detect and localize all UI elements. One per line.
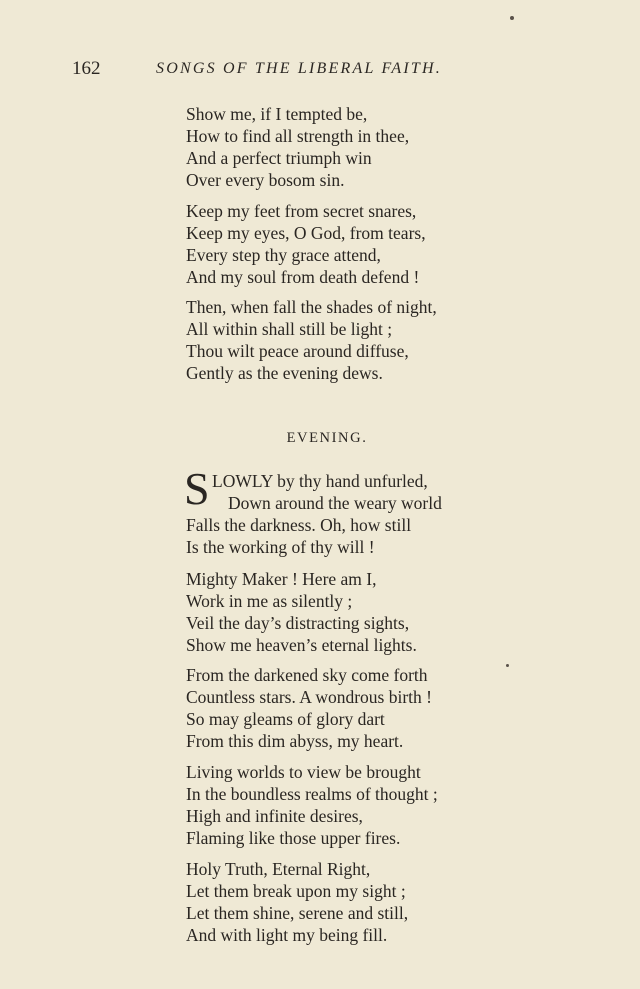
verse-line: Countless stars. A wondrous birth ! [186, 687, 432, 707]
verse-line: Over every bosom sin. [186, 170, 345, 190]
verse-line: Show me, if I tempted be, [186, 104, 368, 124]
verse-line: High and infinite desires, [186, 806, 363, 826]
verse-line: Mighty Maker ! Here am I, [186, 569, 377, 589]
verse-line: Every step thy grace attend, [186, 245, 381, 265]
stanza [186, 664, 432, 752]
running-head: SONGS OF THE LIBERAL FAITH. [156, 60, 442, 77]
verse-line: Let them shine, serene and still, [186, 903, 409, 923]
verse-line: Flaming like those upper fires. [186, 828, 401, 848]
verse-line: Veil the day’s distracting sights, [186, 613, 410, 633]
verse-line: Thou wilt peace around diffuse, [186, 341, 409, 361]
page-number: 162 [72, 58, 101, 79]
verse-line: Show me heaven’s eternal lights. [186, 635, 417, 655]
stanza [186, 200, 426, 288]
verse-line: And with light my being fill. [186, 925, 388, 945]
verse-line: And my soul from death defend ! [186, 267, 420, 287]
verse-line: Living worlds to view be brought [186, 762, 421, 782]
verse-line-first: LOWLY by thy hand unfurled, [212, 471, 428, 491]
poem-title: EVENING. [286, 430, 368, 446]
stanza [186, 103, 409, 191]
verse-line: From the darkened sky come forth [186, 665, 428, 685]
verse-line: Holy Truth, Eternal Right, [186, 859, 371, 879]
stanza [186, 761, 438, 849]
verse-line: From this dim abyss, my heart. [186, 731, 404, 751]
stanza [186, 492, 442, 558]
verse-line: Then, when fall the shades of night, [186, 297, 437, 317]
page-header [0, 58, 640, 86]
verse-line: Work in me as silently ; [186, 591, 353, 611]
verse-line: Keep my eyes, O God, from tears, [186, 223, 426, 243]
verse-line: Is the working of thy will ! [186, 537, 375, 557]
verse-line: In the boundless realms of thought ; [186, 784, 438, 804]
stanza [186, 858, 408, 946]
verse-line: Gently as the evening dews. [186, 363, 383, 383]
verse-line: How to find all strength in thee, [186, 126, 410, 146]
stanza [186, 568, 417, 656]
stanza [186, 296, 437, 384]
verse-line: Let them break upon my sight ; [186, 881, 406, 901]
verse-line: Falls the darkness. Oh, how still [186, 515, 412, 535]
drop-cap: S [184, 463, 210, 514]
verse-line: Keep my feet from secret snares, [186, 201, 417, 221]
verse-line: Down around the weary world [228, 493, 442, 513]
verse-line: And a perfect triumph win [186, 148, 372, 168]
verse-line: All within shall still be light ; [186, 319, 393, 339]
verse-line: So may gleams of glory dart [186, 709, 385, 729]
ink-speck [506, 664, 509, 667]
ink-speck [510, 16, 514, 20]
